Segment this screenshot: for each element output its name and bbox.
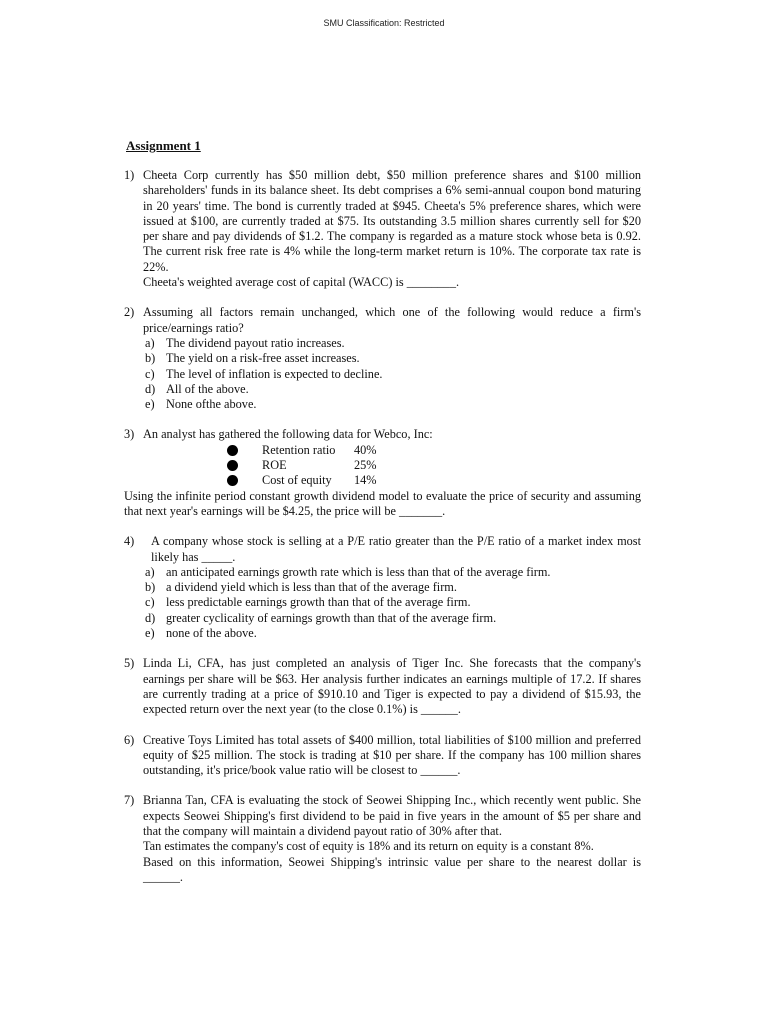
option-letter: b)	[145, 580, 156, 595]
option	[145, 611, 641, 626]
question-3-text: An analyst has gathered the following data for Webco, Inc:	[143, 427, 433, 442]
option	[145, 397, 641, 412]
option-letter: e)	[145, 397, 155, 412]
question-6-text: Creative Toys Limited has total assets of $400 million, total liabilities of $100 million and preferred equity of $25 million. The stock is trading at $10 per share. If the company has 100 million shares outstanding, it's price/book value ratio will be closest to ______.	[143, 732, 641, 778]
option-letter: c)	[145, 595, 155, 610]
question-1	[124, 168, 641, 290]
question-6-number: 6)	[124, 732, 135, 747]
question-4	[124, 534, 641, 641]
data-label: Retention ratio	[262, 442, 336, 457]
option-letter: b)	[145, 351, 156, 366]
question-7-line-1: Brianna Tan, CFA is evaluating the stock of Seowei Shipping Inc., which recently went public. She expects Seowei Shipping's first dividend to be paid in five years in the amount of $5 per share and that the company will maintain a dividend payout ratio of 30% after that.	[143, 793, 641, 838]
question-4-options	[124, 565, 641, 641]
question-7-line-2: Tan estimates the company's cost of equity is 18% and its return on equity is a constant 8%.	[143, 839, 594, 854]
question-5	[124, 656, 641, 717]
question-7-number: 7)	[124, 793, 135, 808]
question-2-number: 2)	[124, 305, 135, 320]
option	[145, 367, 641, 382]
question-5-text: Linda Li, CFA, has just completed an analysis of Tiger Inc. She forecasts that the company's earnings per share will be $63. Her analysis further indicates an earnings multiple of 17.2. If shares are currently trading at a price of $910.10 and Tiger is expected to pay a dividend of $15.93, the expected return over the next year (to the close 0.1%) is ______.	[143, 656, 641, 717]
question-2-text: Assuming all factors remain unchanged, which one of the following would reduce a firm's price/earnings ratio?	[143, 305, 641, 335]
question-3-number: 3)	[124, 427, 135, 442]
option-text: The dividend payout ratio increases.	[166, 335, 345, 350]
option-text: The level of inflation is expected to decline.	[166, 366, 383, 381]
option-text: greater cyclicality of earnings growth than that of the average firm.	[166, 610, 497, 625]
option	[145, 580, 641, 595]
option-letter: c)	[145, 366, 155, 381]
option	[145, 626, 641, 641]
option-text: The yield on a risk-free asset increases.	[166, 351, 360, 366]
question-3-data-list	[227, 443, 641, 489]
bullet-icon	[227, 445, 238, 456]
data-value: 14%	[354, 473, 377, 488]
assignment-content	[124, 168, 641, 900]
data-label: ROE	[262, 458, 287, 473]
option	[145, 336, 641, 351]
question-1-number: 1)	[124, 168, 135, 182]
question-7	[124, 793, 641, 885]
option-letter: a)	[145, 335, 155, 350]
option-letter: d)	[145, 381, 156, 396]
option-text: a dividend yield which is less than that of the average firm.	[166, 580, 457, 595]
data-value: 40%	[354, 442, 377, 457]
data-item	[227, 473, 641, 488]
option-letter: e)	[145, 626, 155, 641]
bullet-icon	[227, 460, 238, 471]
question-2-options	[124, 336, 641, 412]
option	[145, 595, 641, 610]
question-1-text: Cheeta Corp currently has $50 million debt, $50 million preference shares and $100 million shareholders' funds in its balance sheet. Its debt comprises a 6% semi-annual coupon bond maturing in 20 years' time. The bond is currently traded at $945. Cheeta's 5% preference shares, which were issued at $100, are currently traded at $75. Its outstanding 3.5 million shares currently sell for $20 per share and pay dividends of $1.2. The company is regarded as a mature stock whose beta is 0.92. The current risk free rate is 4% while the long-term market return is 10%. The corporate tax rate is 22%.	[143, 168, 641, 274]
option-text: None ofthe above.	[166, 397, 257, 412]
question-1-ask: Cheeta's weighted average cost of capital (WACC) is ________.	[143, 275, 460, 290]
option	[145, 351, 641, 366]
question-5-number: 5)	[124, 656, 135, 671]
option-letter: a)	[145, 564, 155, 579]
data-label: Cost of equity	[262, 473, 332, 488]
option-text: All of the above.	[166, 381, 249, 396]
bullet-icon	[227, 475, 238, 486]
option-text: less predictable earnings growth than that of the average firm.	[166, 595, 471, 610]
question-2	[124, 305, 641, 412]
option	[145, 382, 641, 397]
question-3-followup: Using the infinite period constant growth dividend model to evaluate the price of security and assuming that next year's earnings will be $4.25, the price will be _______.	[124, 488, 641, 518]
data-item	[227, 458, 641, 473]
question-3	[124, 427, 641, 519]
question-7-line-3: Based on this information, Seowei Shipping's intrinsic value per share to the nearest dollar is ______.	[143, 854, 641, 884]
question-4-text: A company whose stock is selling at a P/E ratio greater than the P/E ratio of a market index most likely has _____.	[151, 534, 641, 564]
option-text: none of the above.	[166, 626, 257, 641]
classification-header: SMU Classification: Restricted	[323, 18, 445, 28]
assignment-title: Assignment 1	[126, 138, 201, 153]
option-text: an anticipated earnings growth rate which is less than that of the average firm.	[166, 564, 551, 579]
data-item	[227, 443, 641, 458]
question-6	[124, 733, 641, 779]
data-value: 25%	[354, 458, 377, 473]
option-letter: d)	[145, 610, 156, 625]
option	[145, 565, 641, 580]
question-4-number: 4)	[124, 534, 135, 549]
